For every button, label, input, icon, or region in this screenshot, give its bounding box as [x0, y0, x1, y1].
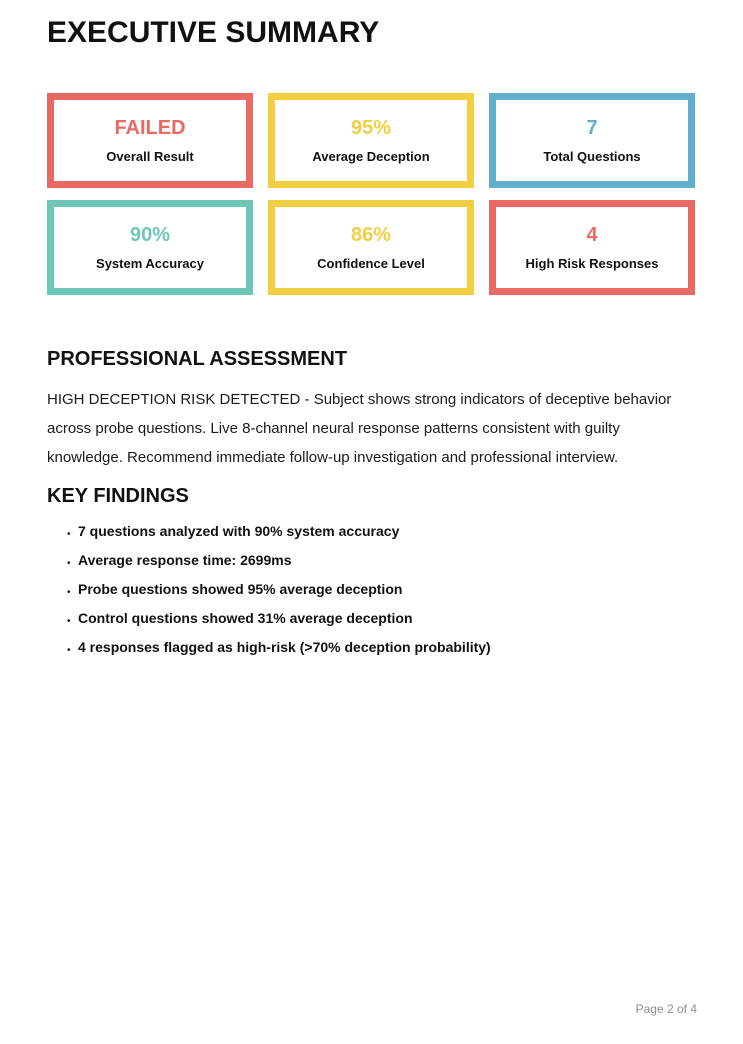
stat-value-average-deception: 95%	[350, 117, 392, 139]
professional-assessment-heading: PROFESSIONAL ASSESSMENT	[47, 348, 348, 370]
stat-card-confidence-level	[268, 200, 474, 295]
stat-label-system-accuracy: System Accuracy	[96, 256, 204, 271]
stat-card-system-accuracy	[47, 200, 253, 295]
key-findings-heading: KEY FINDINGS	[47, 485, 189, 507]
stat-card-high-risk-responses	[489, 200, 695, 295]
stat-card-total-questions	[489, 93, 695, 188]
stat-label-high-risk-responses: High Risk Responses	[525, 256, 659, 271]
stat-value-confidence-level: 86%	[350, 224, 392, 246]
stat-value-overall-result: FAILED	[114, 117, 186, 139]
stat-label-average-deception: Average Deception	[312, 149, 430, 164]
stat-card-average-deception	[268, 93, 474, 188]
page-number: Page 2 of 4	[635, 1002, 697, 1016]
stat-card-overall-result	[47, 93, 253, 188]
key-finding-item: • Average response time: 2699ms	[67, 552, 695, 569]
stat-label-confidence-level: Confidence Level	[317, 256, 425, 271]
key-finding-item: • 7 questions analyzed with 90% system accuracy	[67, 523, 695, 540]
stat-value-total-questions: 7	[586, 117, 598, 139]
page-title: EXECUTIVE SUMMARY	[47, 16, 380, 49]
stat-value-high-risk-responses: 4	[586, 224, 598, 246]
key-finding-item: • Control questions showed 31% average deception	[67, 610, 695, 627]
summary-cards	[47, 93, 695, 295]
key-finding-item: • 4 responses flagged as high-risk (>70% deception probability)	[67, 639, 695, 656]
key-findings-list	[47, 523, 695, 656]
professional-assessment-body: HIGH DECEPTION RISK DETECTED - Subject shows strong indicators of deceptive behavior across probe questions. Live 8-channel neural response patterns consistent with guilty knowledge. Recommend immediate follow-up investigation and professional interview.	[47, 391, 672, 466]
stat-label-total-questions: Total Questions	[543, 149, 641, 164]
report-content	[0, 16, 743, 656]
key-finding-item: • Probe questions showed 95% average deception	[67, 581, 695, 598]
stat-value-system-accuracy: 90%	[129, 224, 171, 246]
stat-label-overall-result: Overall Result	[106, 149, 194, 164]
